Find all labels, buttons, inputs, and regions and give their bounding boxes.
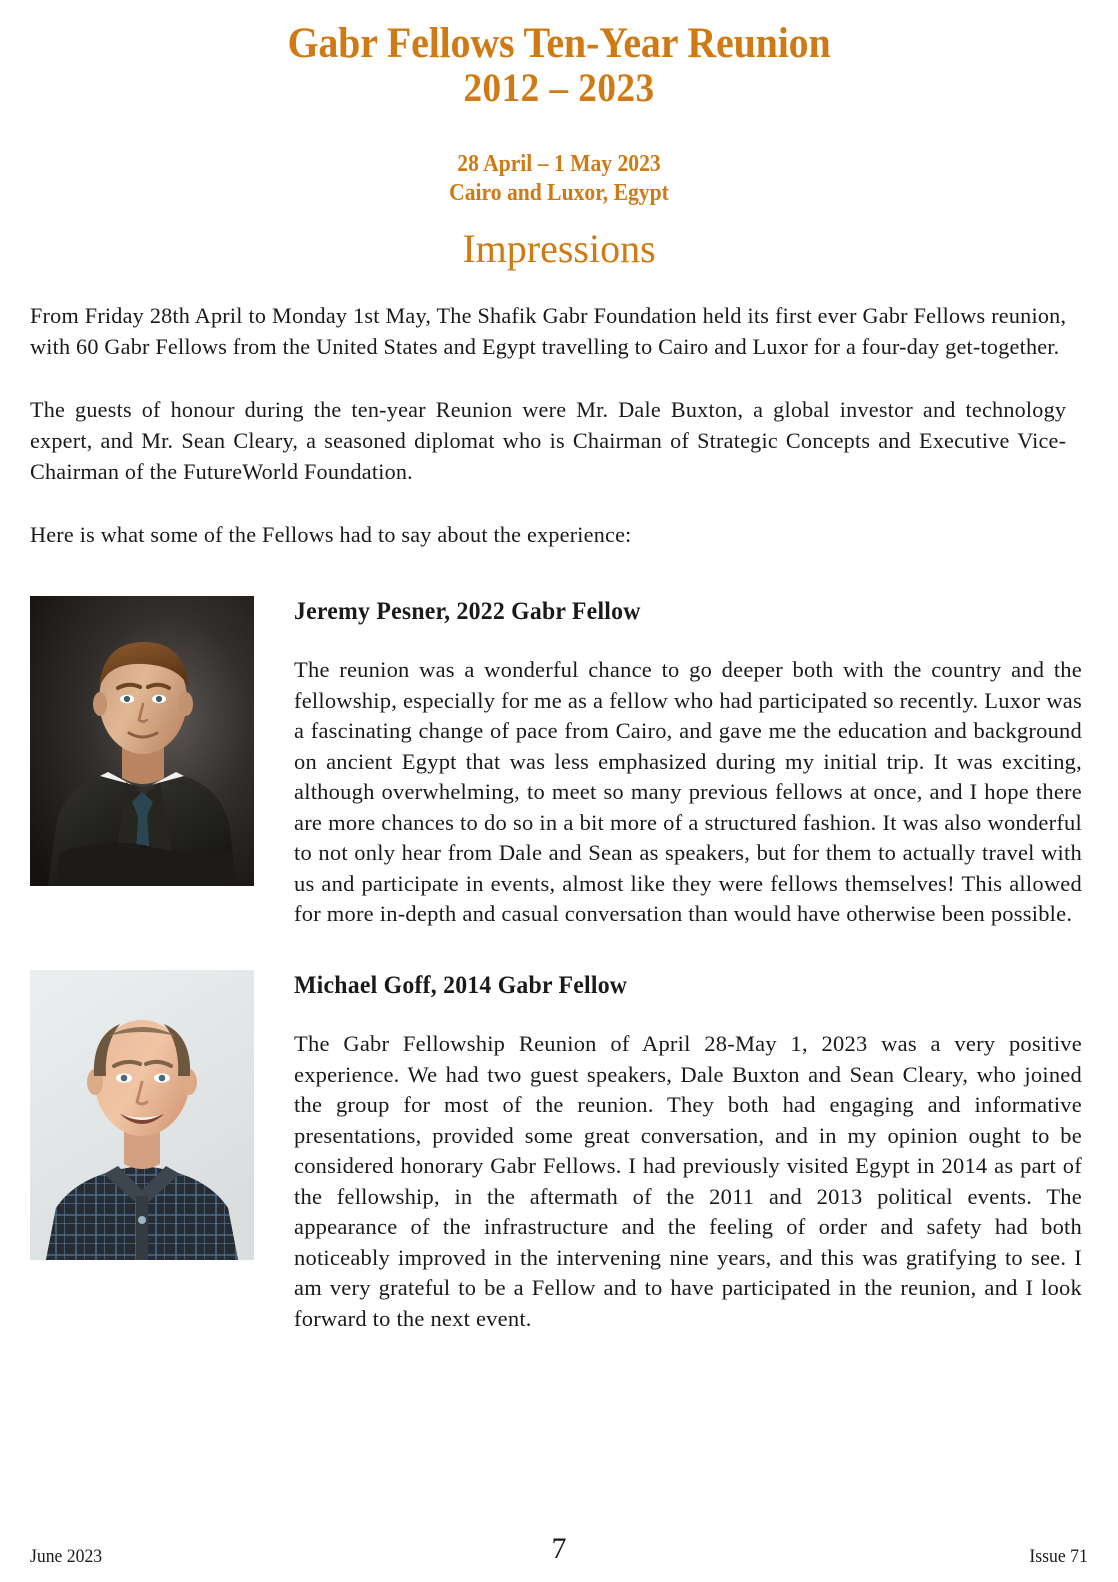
testimonial-text-column [294,596,1082,930]
intro-block [30,300,1082,550]
testimonial-author-name: Michael Goff, 2014 Gabr Fellow [294,971,628,999]
section-heading: Impressions [462,225,656,271]
testimonial-text-column [294,970,1082,1335]
portrait-wrapper [30,596,254,886]
page-title-line-2: 2012 – 2023 [463,64,655,110]
event-location: Cairo and Luxor, Egypt [449,179,669,206]
testimonial-item [30,970,1082,1335]
intro-paragraph-2: The guests of honour during the ten-year Reunion were Mr. Dale Buxton, a global investor and technology expert, and Mr. Sean Cleary, a seasoned diplomat who is Chairman of Strategic Concepts and Executive Vice-Chairman of the FutureWorld Foundation. [30,396,1067,484]
event-dates: 28 April – 1 May 2023 [457,151,661,178]
testimonial-quote: The reunion was a wonderful chance to go deeper both with the country and the fellowship, especially for me as a fellow who had participated so recently. Luxor was a fascinating change of pace from Cairo, and gave me the education and background on ancient Egypt that was less emphasized during my initial trip. It was exciting, although overwhelming, to meet so many previous fellows at once, and I hope there are more chances to do so in a bit more of a structured fashion. It was also wonderful to not only hear from Dale and Sean as speakers, but for them to actually travel with us and participate in events, almost like they were fellows themselves! This allowed for more in-depth and casual conversation than would have otherwise been possible. [294,657,1082,927]
event-meta [56,150,1062,207]
portrait-photo-jeremy-pesner [30,596,254,886]
article-body [30,300,1082,1335]
page-title [39,22,1079,108]
testimonial-quote: The Gabr Fellowship Reunion of April 28-May 1, 2023 was a very positive experience. We had two guest speakers, Dale Buxton and Sean Cleary, who joined the group for most of the reunion. They both had engaging and informative presentations, provided some great conversation, and in my opinion ought to be considered honorary Gabr Fellows. I had previously visited Egypt in 2014 as part of the fellowship, in the aftermath of the 2011 and 2013 political events. The appearance of the infrastructure and the feeling of order and safety had both noticeably improved in the intervening nine years, and this was gratifying to see. I am very grateful to be a Fellow and to have participated in the reunion, and I look forward to the next event. [294,1031,1082,1331]
footer-issue-number: Issue 71 [1029,1546,1088,1567]
portrait-wrapper [30,970,254,1260]
footer-page-number: 7 [551,1532,567,1565]
masthead [0,0,1118,269]
page-footer [30,1532,1088,1566]
testimonial-author-name: Jeremy Pesner, 2022 Gabr Fellow [294,597,641,625]
intro-paragraph-1: From Friday 28th April to Monday 1st May, The Shafik Gabr Foundation held its first ever Gabr Fellows reunion, with 60 Gabr Fellows from the United States and Egypt travelling to Cairo and Luxor for a four-day get-together. [30,302,1067,359]
footer-issue-date: June 2023 [30,1546,103,1567]
page-title-line-1: Gabr Fellows Ten-Year Reunion [287,20,831,67]
portrait-photo-michael-goff [30,970,254,1260]
intro-paragraph-3: Here is what some of the Fellows had to say about the experience: [30,521,632,547]
testimonial-item [30,596,1082,930]
